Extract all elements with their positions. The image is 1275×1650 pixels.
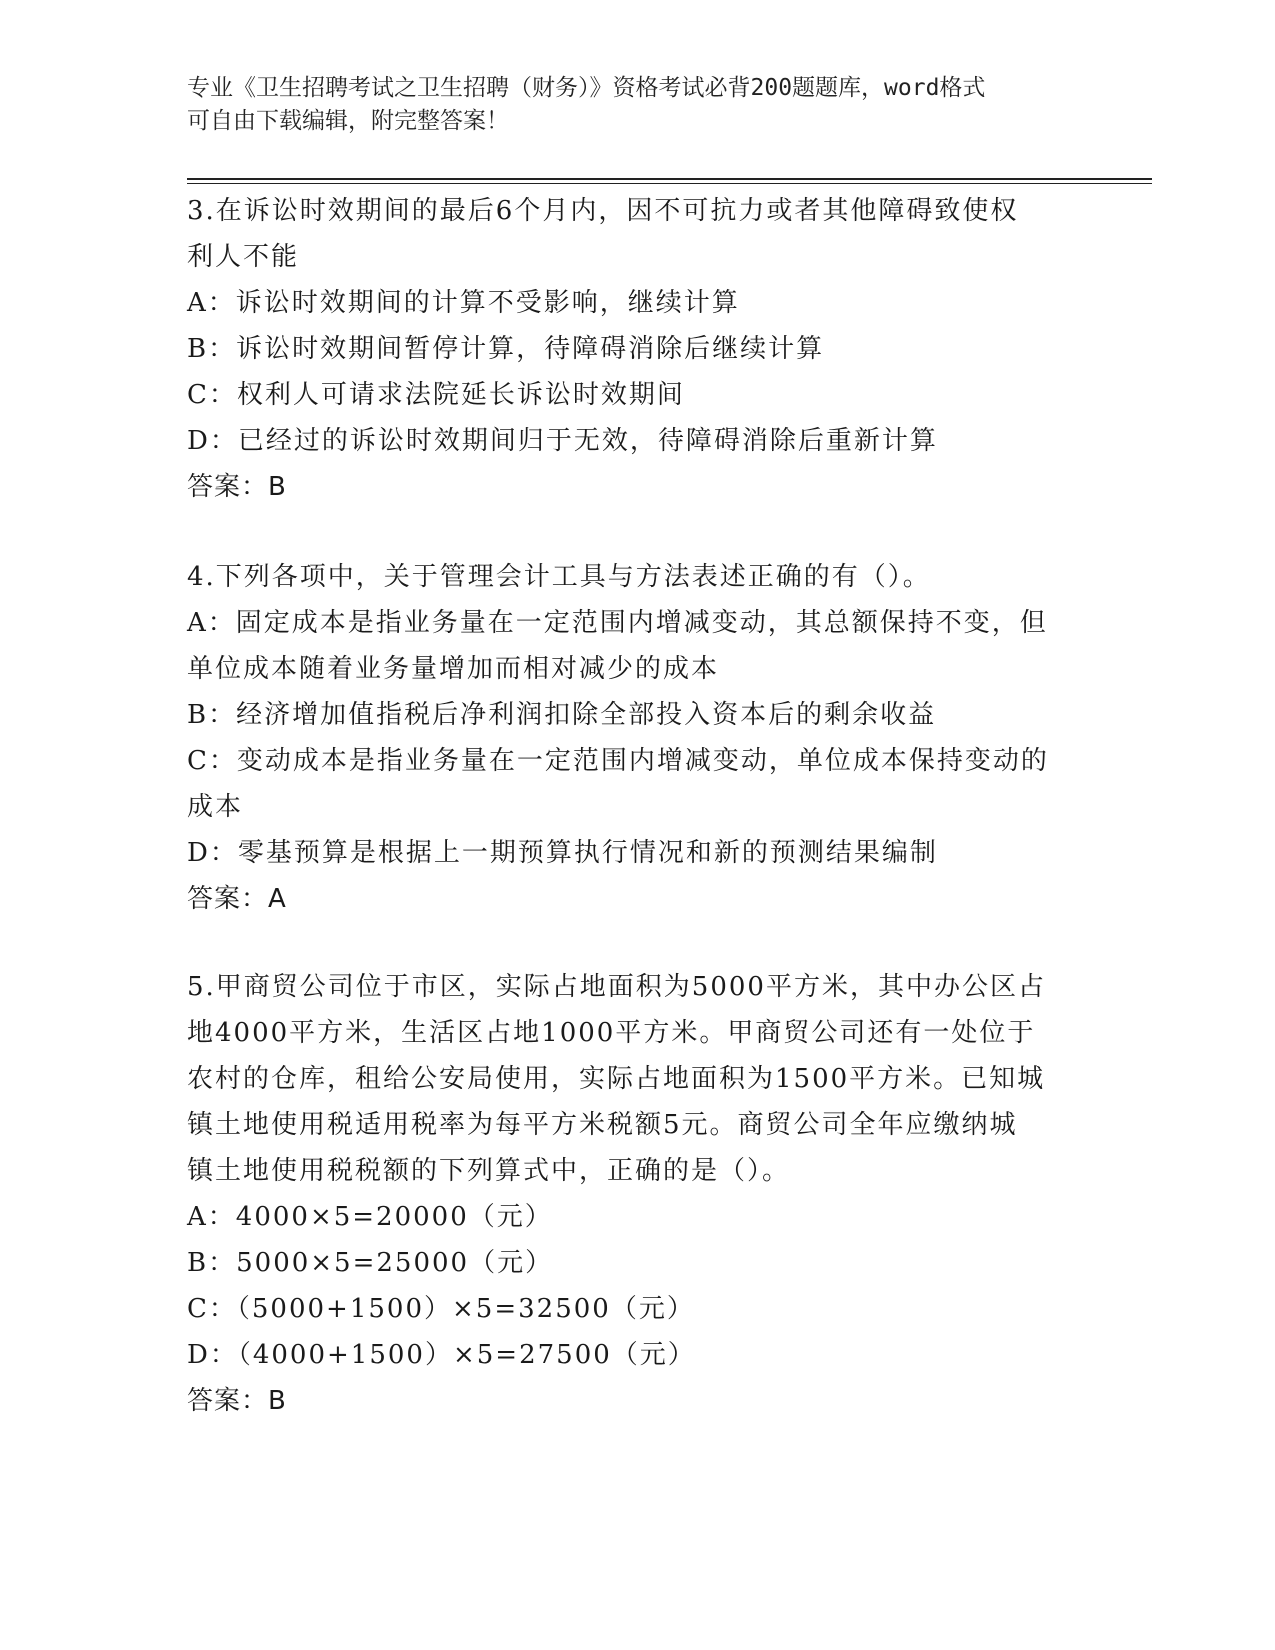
option-c: C：（5000+1500）×5=32500（元） [187,1294,695,1324]
option-a: A：固定成本是指业务量在一定范围内增减变动，其总额保持不变，但 [187,608,1048,638]
question-stem-line: 4.下列各项中，关于管理会计工具与方法表述正确的有（）。 [187,562,931,592]
option-b: B：经济增加值指税后净利润扣除全部投入资本后的剩余收益 [187,700,937,730]
question-stem-line: 5.甲商贸公司位于市区，实际占地面积为5000平方米，其中办公区占 [187,972,1046,1002]
question-stem-line: 3.在诉讼时效期间的最后6个月内，因不可抗力或者其他障碍致使权 [187,196,1019,226]
option-d: D：（4000+1500）×5=27500（元） [187,1340,696,1370]
answer-label: 答案：B [187,1386,287,1416]
option-c-continued: 成本 [187,792,244,822]
option-b: B：5000×5=25000（元） [187,1248,554,1278]
header-line-2: 可自由下载编辑，附完整答案！ [187,108,509,134]
option-d: D：零基预算是根据上一期预算执行情况和新的预测结果编制 [187,838,938,868]
document-header [187,72,1067,138]
question-4 [187,554,1087,922]
question-stem-line: 农村的仓库，租给公安局使用，实际占地面积为1500平方米。已知城 [187,1064,1046,1094]
header-line-1: 专业《卫生招聘考试之卫生招聘（财务）》资格考试必背200题题库，word格式 [187,75,986,101]
option-a: A：诉讼时效期间的计算不受影响，继续计算 [187,288,740,318]
question-stem-line: 地4000平方米，生活区占地1000平方米。甲商贸公司还有一处位于 [187,1018,1036,1048]
answer-label: 答案：B [187,472,287,502]
question-stem-line: 镇土地使用税适用税率为每平方米税额5元。商贸公司全年应缴纳城 [187,1110,1018,1140]
option-b: B：诉讼时效期间暂停计算，待障碍消除后继续计算 [187,334,825,364]
question-stem-line: 利人不能 [187,242,300,272]
question-stem-line: 镇土地使用税税额的下列算式中，正确的是（）。 [187,1156,791,1186]
option-c: C：权利人可请求法院延长诉讼时效期间 [187,380,685,410]
answer-label: 答案：A [187,884,287,914]
question-5 [187,964,1087,1424]
option-a: A：4000×5=20000（元） [187,1202,553,1232]
option-c: C：变动成本是指业务量在一定范围内增减变动，单位成本保持变动的 [187,746,1049,776]
option-a-continued: 单位成本随着业务量增加而相对减少的成本 [187,654,720,684]
question-3 [187,188,1087,510]
header-divider-thick [187,178,1152,180]
header-divider-thin [187,183,1152,184]
option-d: D：已经过的诉讼时效期间归于无效，待障碍消除后重新计算 [187,426,938,456]
